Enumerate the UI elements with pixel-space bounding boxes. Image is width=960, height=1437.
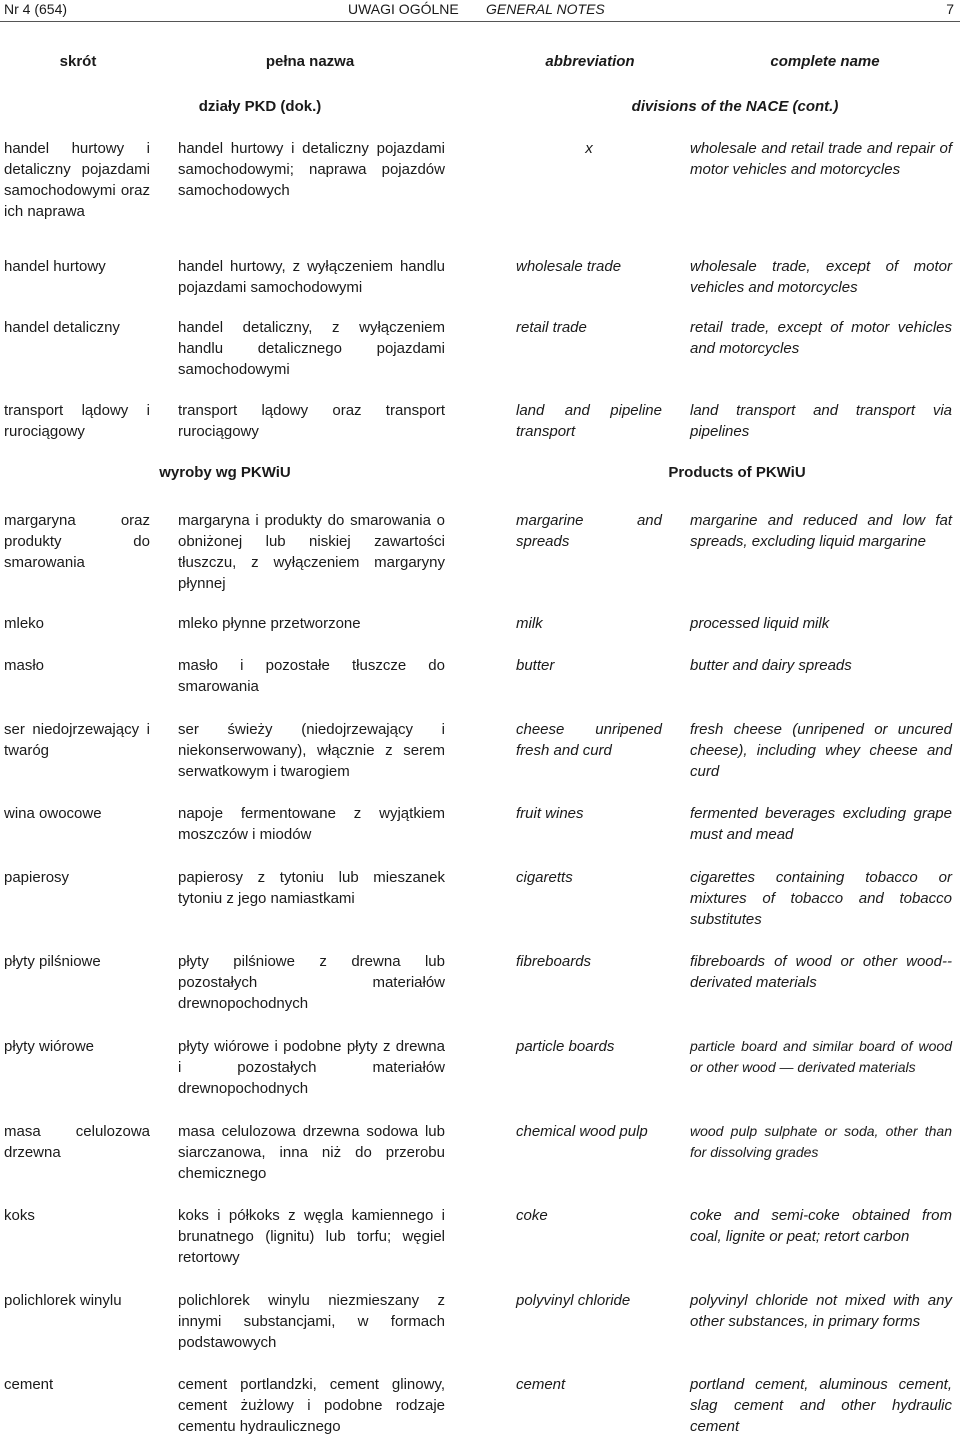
en-full-cell: land transport and transport via pipelines xyxy=(690,402,952,440)
running-title-en: GENERAL NOTES xyxy=(486,1,605,17)
pl-abbr-cell: wina owocowe xyxy=(4,805,102,822)
pl-abbr-cell: płyty wiórowe xyxy=(4,1038,95,1055)
pl-full-cell: margaryna i produkty do smarowania o obniżonej lub niskiej zawartości tłuszczu, z wyłączeniem margaryny płynnej xyxy=(178,512,445,592)
pl-full-cell: płyty pilśniowe z drewna lub pozostałych materiałów drewnopochodnych xyxy=(178,953,445,1012)
en-full-cell: fermented beverages excluding grape must and mead xyxy=(690,805,952,843)
pl-abbr-cell: masło xyxy=(4,657,45,674)
page-header xyxy=(0,0,960,22)
pl-full-cell: masło i pozostałe tłuszcze do smarowania xyxy=(178,657,445,695)
column-header-pl-abbr: skrót xyxy=(59,53,97,70)
en-full-cell: polyvinyl chloride not mixed with any other substances, in primary forms xyxy=(690,1292,952,1330)
pl-full-cell: cement portlandzki, cement glinowy, cement żużlowy i podobne rodzaje cementu hydraulicznego xyxy=(178,1376,445,1435)
en-full-cell: fresh cheese (unripened or uncured cheese), including whey cheese and curd xyxy=(690,721,952,780)
page-number: 7 xyxy=(946,1,954,17)
en-full-cell: butter and dairy spreads xyxy=(690,657,852,674)
en-abbr-cell: fibreboards xyxy=(516,953,592,970)
en-abbr-cell: x xyxy=(585,140,593,157)
en-full-cell: wood pulp sulphate or soda, other than for dissolving grades xyxy=(690,1123,952,1160)
pl-full-cell: handel hurtowy i detaliczny pojazdami samochodowymi; naprawa pojazdów samochodowych xyxy=(178,140,445,199)
section-title-pkwiu-pl: wyroby wg PKWiU xyxy=(159,464,291,481)
issue-number: Nr 4 (654) xyxy=(4,1,68,17)
pl-full-cell: ser świeży (niedojrzewający i niekonserwowany), włącznie z serem serwatkowym i twarogiem xyxy=(178,721,445,780)
pl-abbr-cell: handel hurtowy i detaliczny pojazdami samochodowymi oraz ich naprawa xyxy=(4,140,150,220)
pl-abbr-cell: margaryna oraz produkty do smarowania xyxy=(4,512,150,571)
en-abbr-cell: cement xyxy=(516,1376,566,1393)
en-full-cell: cigarettes containing tobacco or mixtures of tobacco and tobacco substitutes xyxy=(690,869,952,928)
pl-full-cell: masa celulozowa drzewna sodowa lub siarczanowa, inna niż do przerobu chemicznego xyxy=(178,1123,445,1182)
en-full-cell: margarine and reduced and low fat spreads, excluding liquid margarine xyxy=(690,512,952,550)
en-full-cell: fibreboards of wood or other wood--derivated materials xyxy=(690,953,952,991)
pl-full-cell: mleko płynne przetworzone xyxy=(178,615,361,632)
section-title-pkwiu-en: Products of PKWiU xyxy=(668,464,806,481)
en-abbr-cell: retail trade xyxy=(516,319,587,336)
en-full-cell: coke and semi-coke obtained from coal, lignite or peat; retort carbon xyxy=(690,1207,952,1245)
en-abbr-cell: cigaretts xyxy=(516,869,573,886)
en-full-cell: portland cement, aluminous cement, slag cement and other hydraulic cement xyxy=(690,1376,952,1435)
pl-abbr-cell: mleko xyxy=(4,615,45,632)
en-abbr-cell: cheese unripened fresh and curd xyxy=(516,721,662,759)
pl-full-cell: handel hurtowy, z wyłączeniem handlu pojazdami samochodowymi xyxy=(178,258,445,296)
pl-abbr-cell: papierosy xyxy=(4,869,70,886)
running-title-pl: UWAGI OGÓLNE xyxy=(348,1,459,17)
en-abbr-cell: milk xyxy=(516,615,543,632)
en-full-cell: wholesale and retail trade and repair of motor vehicles and motorcycles xyxy=(690,140,952,178)
pl-full-cell: handel detaliczny, z wyłączeniem handlu detalicznego pojazdami samochodowymi xyxy=(178,319,445,378)
en-abbr-cell: land and pipeline transport xyxy=(516,402,662,440)
section-title-pkd-pl: działy PKD (dok.) xyxy=(198,98,322,115)
pl-full-cell: transport lądowy oraz transport rurociągowy xyxy=(178,402,445,440)
en-full-cell: retail trade, except of motor vehicles and motorcycles xyxy=(690,319,952,357)
section-title-pkd-en: divisions of the NACE (cont.) xyxy=(631,98,839,115)
header-rule xyxy=(0,21,960,22)
en-abbr-cell: polyvinyl chloride xyxy=(516,1292,631,1309)
pl-full-cell: koks i półkoks z węgla kamiennego i brunatnego (lignitu) lub torfu; węgiel retortowy xyxy=(178,1207,445,1266)
en-full-cell: processed liquid milk xyxy=(690,615,830,632)
pl-abbr-cell: handel detaliczny xyxy=(4,319,120,336)
column-header-en-full: complete name xyxy=(770,53,880,70)
pl-abbr-cell: ser niedojrzewający i twaróg xyxy=(4,721,150,759)
pl-full-cell: płyty wiórowe i podobne płyty z drewna i pozostałych materiałów drewnopochodnych xyxy=(178,1038,445,1097)
column-header-pl-full: pełna nazwa xyxy=(265,53,355,70)
en-abbr-cell: margarine and spreads xyxy=(516,512,662,550)
pl-abbr-cell: transport lądowy i rurociągowy xyxy=(4,402,150,440)
pl-abbr-cell: płyty pilśniowe xyxy=(4,953,101,970)
pl-abbr-cell: handel hurtowy xyxy=(4,258,106,275)
column-header-en-abbr: abbreviation xyxy=(545,53,635,70)
pl-full-cell: polichlorek winylu niezmieszany z innymi substancjami, w formach podstawowych xyxy=(178,1292,445,1351)
pl-abbr-cell: koks xyxy=(4,1207,35,1224)
en-full-cell: particle board and similar board of wood or other wood — derivated materials xyxy=(690,1038,952,1075)
en-full-cell: wholesale trade, except of motor vehicles and motorcycles xyxy=(690,258,952,296)
en-abbr-cell: fruit wines xyxy=(516,805,584,822)
pl-full-cell: papierosy z tytoniu lub mieszanek tytoniu z jego namiastkami xyxy=(178,869,445,907)
en-abbr-cell: butter xyxy=(516,657,555,674)
pl-abbr-cell: masa celulozowa drzewna xyxy=(4,1123,150,1161)
en-abbr-cell: wholesale trade xyxy=(516,258,622,275)
en-abbr-cell: chemical wood pulp xyxy=(516,1123,648,1140)
pl-full-cell: napoje fermentowane z wyjątkiem moszczów i miodów xyxy=(178,805,445,843)
pl-abbr-cell: cement xyxy=(4,1376,54,1393)
en-abbr-cell: particle boards xyxy=(516,1038,615,1055)
pl-abbr-cell: polichlorek winylu xyxy=(4,1292,122,1309)
en-abbr-cell: coke xyxy=(516,1207,548,1224)
